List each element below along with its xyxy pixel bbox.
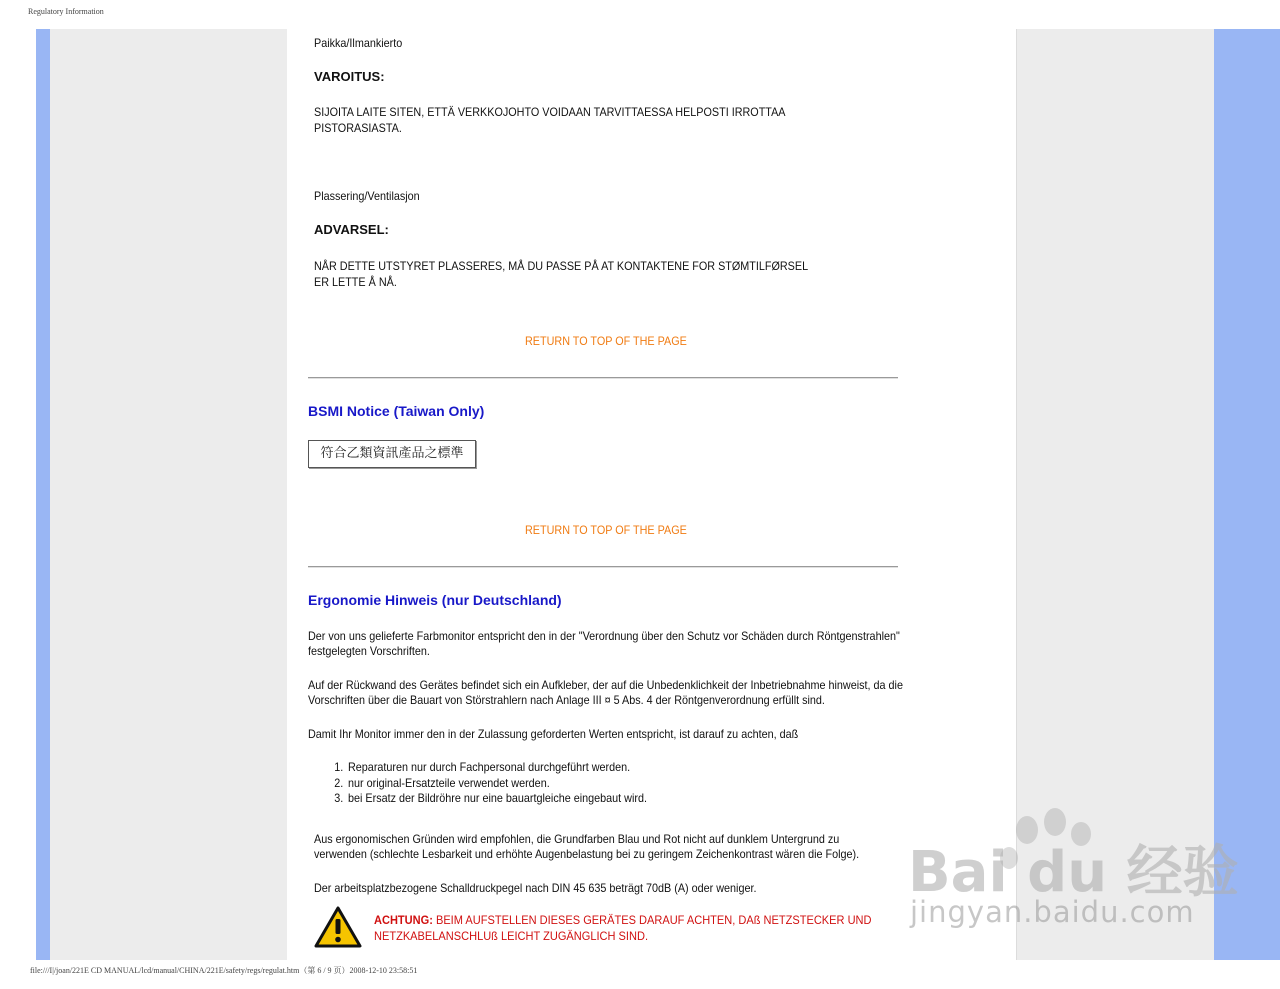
warning-triangle-icon	[314, 906, 362, 948]
return-to-top-link[interactable]: RETURN TO TOP OF THE PAGE	[525, 334, 687, 348]
section-divider	[308, 377, 898, 379]
print-footer: file:///I|/joan/221E CD MANUAL/lcd/manual/CHINA/221E/safety/regs/regulat.htm（第 6 / 9 页）2008-12-10 23:58:51	[30, 966, 418, 975]
right-blue-border	[1214, 29, 1280, 960]
ergonomie-p2-line2: Vorschriften über die Bauart von Störstrahlern nach Anlage III ¤ 5 Abs. 4 der Röntgenverordnung erfüllt sind.	[308, 693, 825, 707]
ergonomie-p5: Der arbeitsplatzbezogene Schalldruckpegel nach DIN 45 635 beträgt 70dB (A) oder weniger.	[314, 881, 757, 895]
achtung-line2: NETZKABELANSCHLUß LEICHT ZUGÄNGLICH SIND.	[374, 929, 649, 943]
norwegian-warning-title: ADVARSEL:	[314, 222, 389, 237]
left-blue-border	[36, 29, 50, 960]
print-header: Regulatory Information	[28, 7, 104, 16]
ergonomie-p2-line1: Auf der Rückwand des Gerätes befindet sich ein Aufkleber, der auf die Unbedenklichkeit der Inbetriebnahme hinweist, da die	[308, 678, 903, 692]
section-divider-2	[308, 566, 898, 568]
ergonomie-heading: Ergonomie Hinweis (nur Deutschland)	[308, 592, 562, 608]
ergonomie-p3: Damit Ihr Monitor immer den in der Zulassung geforderten Werten entspricht, ist darauf zu achten, daß	[308, 727, 799, 741]
list-item: 3. bei Ersatz der Bildröhre nur eine bauartgleiche eingebaut wird.	[346, 791, 647, 807]
watermark-brand: Bai du 经验	[908, 840, 1239, 905]
list-item: 1. Reparaturen nur durch Fachpersonal durchgeführt werden.	[346, 760, 647, 776]
finnish-warning-title: VAROITUS:	[314, 69, 385, 84]
bsmi-heading: BSMI Notice (Taiwan Only)	[308, 403, 485, 419]
ergonomie-requirements-list	[330, 760, 647, 807]
list-item: 2. nur original-Ersatzteile verwendet werden.	[346, 776, 647, 792]
ergonomie-p1-line2: festgelegten Vorschriften.	[308, 644, 430, 658]
norwegian-caption: Plassering/Ventilasjon	[314, 189, 420, 203]
finnish-warning-line1: SIJOITA LAITE SITEN, ETTÄ VERKKOJOHTO VOIDAAN TARVITTAESSA HELPOSTI IRROTTAA	[314, 105, 786, 119]
finnish-warning-line2: PISTORASIASTA.	[314, 121, 402, 135]
achtung-label: ACHTUNG:	[374, 913, 433, 927]
achtung-warning	[374, 912, 872, 944]
ergonomie-p4-line1: Aus ergonomischen Gründen wird empfohlen, die Grundfarben Blau und Rot nicht auf dunklem Untergrund zu	[314, 832, 840, 846]
achtung-line1: BEIM AUFSTELLEN DIESES GERÄTES DARAUF ACHTEN, DAß NETZSTECKER UND	[435, 913, 872, 927]
bsmi-label-box: 符合乙類資訊產品之標準	[308, 440, 476, 468]
left-gray-margin	[50, 29, 287, 960]
norwegian-warning-line1: NÅR DETTE UTSTYRET PLASSERES, MÅ DU PASSE PÅ AT KONTAKTENE FOR STØMTILFØRSEL	[314, 259, 809, 273]
norwegian-warning-line2: ER LETTE Å NÅ.	[314, 275, 397, 289]
return-to-top-link-2[interactable]: RETURN TO TOP OF THE PAGE	[525, 523, 687, 537]
watermark-url: jingyan.baidu.com	[910, 895, 1195, 929]
ergonomie-p1-line1: Der von uns gelieferte Farbmonitor entspricht den in der "Verordnung über den Schutz vor Schäden durch Röntgenstrahlen"	[308, 629, 900, 643]
finnish-caption: Paikka/Ilmankierto	[314, 36, 403, 50]
ergonomie-p4-line2: verwenden (schlechte Lesbarkeit und erhöhte Augenbelastung bei zu geringem Zeichenkontrast wären die Folge).	[314, 847, 860, 861]
